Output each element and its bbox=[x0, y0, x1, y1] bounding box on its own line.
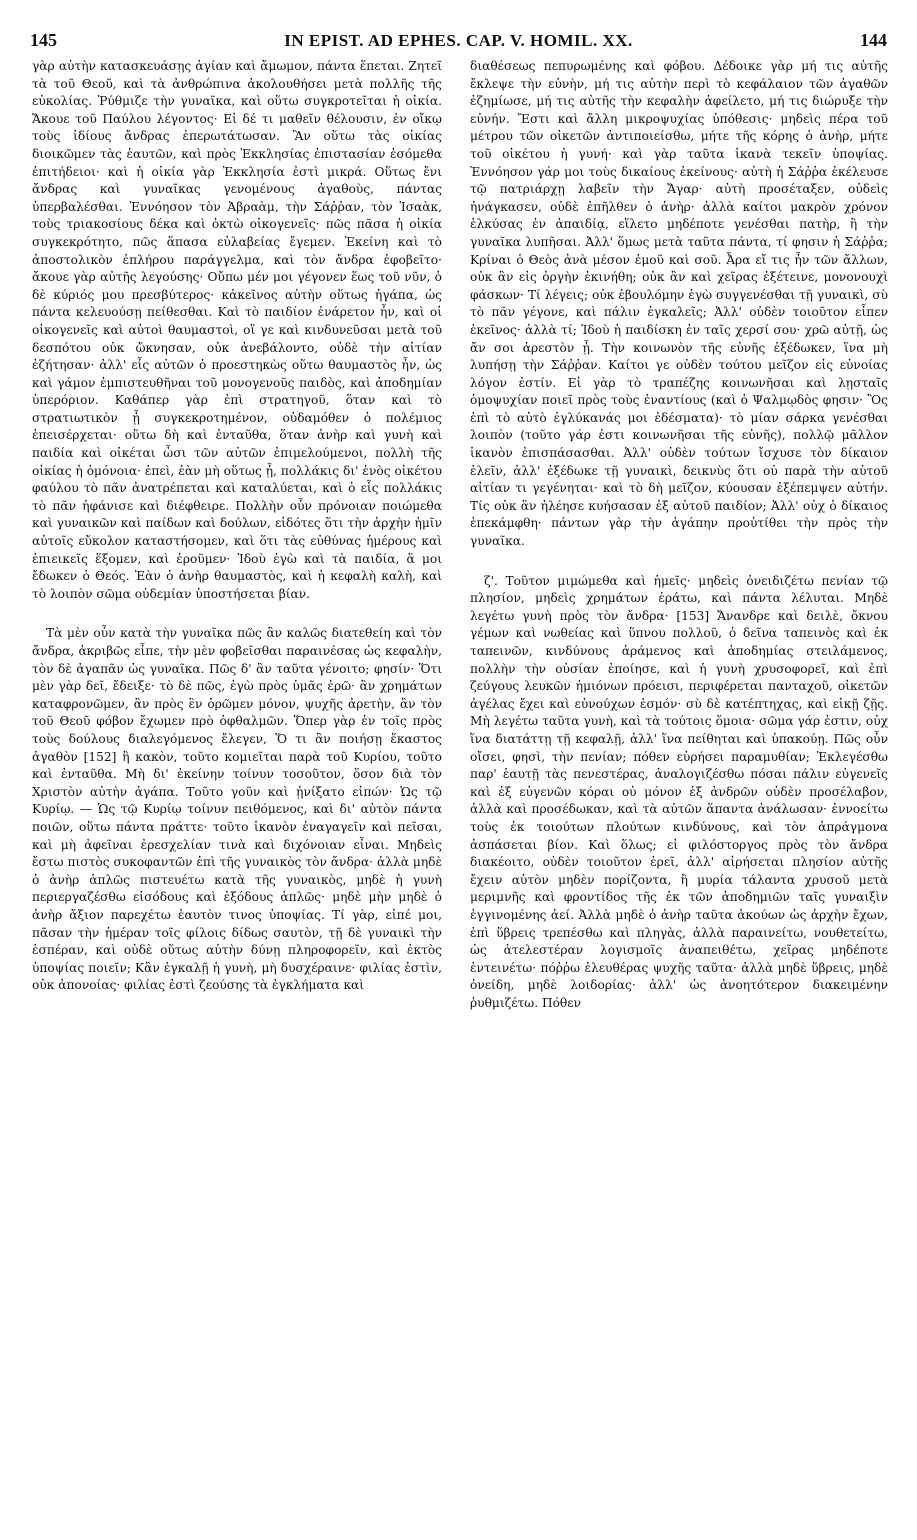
paragraph: διαθέσεως πεπυρωμένης καὶ φόβου. Δέδοικε γὰρ μή τις αὐτῆς ἔκλεψε τὴν εὐνὴν, μή τις αὐτὴν περὶ τὸ κεφάλαιον τῶν ἀγαθῶν ἐζημίωσε, μή τις αὐτῆς τὴν κεφαλὴν ἀφείλετο, μή τις διώρυξε τὴν εὐνήν. Ἔστι καὶ ἄλλη μικροψυχίας ὑπόθεσις· μηδεὶς πέρα τοῦ μέτρου τῶν οἰκετῶν ἀντιποιείσθω, μήτε τῆς κόρης ὁ ἀνὴρ, μήτε τοῦ οἰκέτου ἡ γυνή· καὶ γὰρ ταῦτα ἱκανὰ τεκεῖν ὑποψίας. Ἐννόησον γάρ μοι τοὺς δικαίους ἐκείνους· αὐτὴ ἡ Σάῤῥα ἐκέλευσε τῷ πατριάρχῃ λαβεῖν τὴν Ἄγαρ· αὐτὴ προσέταξεν, οὐδεὶς ἠνάγκασεν, οὐδὲ ἐπῆλθεν ὁ ἀνὴρ· ἀλλὰ καίτοι μακρὸν χρόνον ἑλκύσας ἐν ἀπαιδίᾳ, εἵλετο μηδέποτε γενέσθαι πατὴρ, ἢ τὴν γυναῖκα λυπῆσαι. Ἀλλ' ὅμως μετὰ ταῦτα πάντα, τί φησιν ἡ Σάῤῥα; Κρίναι ὁ Θεὸς ἀνὰ μέσον ἐμοῦ καὶ σοῦ. Ἆρα εἴ τις ἦν τῶν ἄλλων, οὐκ ἂν εἰς ὀργὴν ἐκινήθη; οὐκ ἂν καὶ χεῖρας ἐξέτεινε, μονονουχὶ φάσκων· Τί λέγεις; οὐκ ἐβουλόμην ἐγὼ συγγενέσθαι τῇ γυναικὶ, σὺ τὸ πᾶν γέγονε, καὶ πάλιν ἐγκαλεῖς; Ἀλλ' οὐδὲν τοιοῦτον εἶπεν ἐκεῖνος· ἀλλὰ τί; Ἰδοὺ ἡ παιδίσκη ἐν ταῖς χερσί σου· χρῶ αὐτῇ, ὡς ἄν σοι ἀρεστὸν ᾖ. Τὴν κοινωνὸν τῆς εὐνῆς ἐξέδωκεν, ἵνα μὴ λυπήσῃ τὴν Σάῤῥαν. Καίτοι γε οὐδὲν τούτου μεῖζον εἰς εὐνοίας λόγον ἐστίν. Εἰ γὰρ τὸ τραπέζης κοινωνῆσαι καὶ λῃσταῖς ὁμοψυχίαν ποιεῖ πρὸς τοὺς ἐναντίους (καὶ ὁ Ψαλμῳδὸς φησιν· Ὃς ἐπὶ τὸ αὐτὸ ἐγλύκανάς μοι ἐδέσματα)· τὸ μίαν σάρκα γενέσθαι λοιπὸν (τοῦτο γάρ ἐστι κοινωνῆσαι τῆς εὐνῆς), πολλῷ μᾶλλον ἱκανὸν ἐπισπάσασθαι. Ἀλλ' οὐδὲν τούτων ἴσχυσε τὸν δίκαιον ἑλεῖν, ἀλλ' ἐξέδωκε τῇ γυναικὶ, δεικνὺς ὅτι οὐ παρὰ τὴν αὐτοῦ αἰτίαν τι γεγένηται· καὶ τὸ δὴ μεῖζον, κύουσαν ἐξέπεμψεν αὐτήν. Τίς οὐκ ἂν ἠλέησε κυήσασαν ἐξ αὐτοῦ παιδίον; Ἀλλ' οὐχ ὁ δίκαιος ἐπεκάμφθη· πάντων γὰρ τὴν ἀγάπην προὐτίθει τὴν πρὸς τὴν γυναῖκα. bbox=[470, 59, 888, 549]
right-column bbox=[470, 58, 888, 1520]
paragraph: Τὰ μὲν οὖν κατὰ τὴν γυναῖκα πῶς ἂν καλῶς διατεθείη καὶ τὸν ἄνδρα, ἀκριβῶς εἶπε, τὴν μὲν φοβεῖσθαι παραινέσας ὡς κεφαλὴν, τὸν δὲ ἀγαπᾶν ὡς γυναῖκα. Πῶς δ' ἂν ταῦτα γένοιτο; φησίν· Ὅτι μὲν γὰρ δεῖ, ἔδειξε· τὸ δὲ πῶς, ἐγὼ πρὸς ὑμᾶς ἐρῶ· ἂν χρημάτων καταφρονῶμεν, ἂν πρὸς ἓν ὁρῶμεν μόνον, ψυχῆς ἀρετὴν, ἂν τὸν τοῦ Θεοῦ φόβον ἔχωμεν πρὸ ὀφθαλμῶν. Ὅπερ γὰρ ἐν τοῖς πρὸς τοὺς δούλους διαλεγόμενος ἔλεγεν, Ὅ τι ἂν ποιήσῃ ἕκαστος ἀγαθὸν [152] ἢ κακὸν, τοῦτο κομιεῖται παρὰ τοῦ Κυρίου, τοῦτο καὶ ἐνταῦθα. Μὴ δι' ἐκείνην τοίνυν τοσοῦτον, ὅσον διὰ τὸν Χριστὸν αὐτὴν ἀγάπα. Τοῦτο γοῦν καὶ ᾐνίξατο εἰπών· Ὡς τῷ Κυρίῳ. — Ὡς τῷ Κυρίῳ τοίνυν πειθόμενος, καὶ δι' αὐτὸν πάντα ποιῶν, οὕτω πάντα πράττε· τοῦτο ἱκανὸν ἐναγαγεῖν καὶ πεῖσαι, καὶ μὴ ἀφεῖναι ἐρεσχελίαν τινὰ καὶ διχόνοιαν εἶναι. Μηδεὶς ἔστω πιστὸς συκοφαντῶν ἐπὶ τῆς γυναικὸς τὸν ἄνδρα· ἀλλὰ μηδὲ ὁ ἀνὴρ ἁπλῶς πιστευέτω κατὰ τῆς γυναικὸς, μηδὲ ἡ γυνὴ περιεργαζέσθω εἰσόδους καὶ ἐξόδους ἁπλῶς· μηδὲ μὴν μηδὲ ὁ ἀνὴρ ἄξιον παρεχέτω ἑαυτὸν τινος ὑποψίας. Τί γὰρ, εἰπέ μοι, πᾶσαν τὴν ἡμέραν τοῖς φίλοις δίδως σαυτὸν, τῇ δὲ γυναικὶ τὴν ἑσπέραν, καὶ οὐδὲ οὕτως αὐτὴν δύνῃ πληροφορεῖν, καὶ ἐκτὸς ὑποψίας ποιεῖν; Κἂν ἐγκαλῇ ἡ γυνὴ, μὴ δυσχέραινε· φιλίας ἐστὶν, οὐκ ἀπονοίας· φιλίας ἐστὶ ζεούσης τὰ ἐγκλήματα καὶ bbox=[32, 626, 442, 993]
page-number-left: 145 bbox=[30, 30, 57, 50]
paragraph: γὰρ αὐτὴν κατασκευάσῃς ἁγίαν καὶ ἄμωμον, πάντα ἕπεται. Ζητεῖ τὰ τοῦ Θεοῦ, καὶ τὰ ἀνθρώπινα ἀκολουθήσει μετὰ πολλῆς τῆς εὐκολίας. Ῥύθμιζε τὴν γυναῖκα, καὶ οὕτω συγκροτεῖται ἡ οἰκία. Ἄκουε τοῦ Παύλου λέγοντος· Εἰ δέ τι μαθεῖν θέλουσιν, ἐν οἴκῳ τοὺς ἰδίους ἄνδρας ἐπερωτάτωσαν. Ἂν οὕτω τὰς οἰκίας διοικῶμεν τὰς ἑαυτῶν, καὶ πρὸς Ἐκκλησίας ἐπιστασίαν ἐσόμεθα ἐπιτήδειοι· καὶ ἡ οἰκία γὰρ Ἐκκλησία ἐστὶ μικρά. Οὕτως ἔνι ἄνδρας καὶ γυναῖκας γενομένους ἀγαθοὺς, πάντας ὑπερβαλέσθαι. Ἐννόησον τὸν Ἀβραὰμ, τὴν Σάῤῥαν, τὸν Ἰσαὰκ, τοὺς τριακοσίους δέκα καὶ ὀκτὼ οἰκογενεῖς· πῶς πᾶσα ἡ οἰκία συγκεκρότητο, πῶς ἅπασα εὐλαβείας ἔγεμεν. Ἐκείνη καὶ τὸ ἀποστολικὸν ἐπλήρου παράγγελμα, καὶ τὸν ἄνδρα ἐφοβεῖτο· ἄκουε γὰρ αὐτῆς λεγούσης· Οὔπω μέν μοι γέγονεν ἕως τοῦ νῦν, ὁ δὲ κύριός μου πρεσβύτερος· κἀκεῖνος αὐτὴν οὕτως ἠγάπα, ὡς πάντα κελευούσῃ πείθεσθαι. Καὶ τὸ παιδίον ἐνάρετον ἦν, καὶ οἱ οἰκογενεῖς καὶ αὐτοὶ θαυμαστοὶ, οἵ γε καὶ κινδυνεῦσαι μετὰ τοῦ δεσπότου οὐκ ὤκνησαν, οὐκ ἀνεβάλοντο, οὐδὲ τὴν αἰτίαν ἐζήτησαν· ἀλλ' εἷς αὐτῶν ὁ προεστηκὼς οὕτω θαυμαστὸς ἦν, ὡς καὶ γάμον ἐμπιστευθῆναι τοῦ μονογενοῦς παιδὸς, καὶ ἀποδημίαν ὑπερόριον. Καθάπερ γὰρ ἐπὶ στρατηγοῦ, ὅταν καὶ τὸ στρατιωτικὸν ᾖ συγκεκροτημένον, οὐδαμόθεν ὁ πολέμιος ἐπεισέρχεται· οὕτω δὴ καὶ ἐνταῦθα, ὅταν ἀνὴρ καὶ γυνὴ καὶ παιδία καὶ οἰκέται ὦσι τῶν αὐτῶν ἐπιμελούμενοι, πολλὴ τῆς οἰκίας ἡ ὁμόνοια· ἐπεὶ, ἐὰν μὴ οὕτως ᾖ, πολλάκις δι' ἑνὸς οἰκέτου φαύλου τὸ πᾶν ἀνατρέπεται καὶ καταλύεται, καὶ ὁ εἷς πολλάκις τὸ πᾶν ἠφάνισε καὶ διέφθειρε. Πολλὴν οὖν πρόνοιαν ποιώμεθα καὶ γυναικῶν καὶ παίδων καὶ δούλων, εἰδότες ὅτι τὴν ἀρχὴν ἡμῖν αὐτοῖς εὔκολον καταστήσομεν, καὶ ὅτι τὰς εὐθύνας ἡμέρους καὶ ἐπιεικεῖς ἕξομεν, καὶ ἐροῦμεν· Ἰδοὺ ἐγὼ καὶ τὰ παιδία, ἅ μοι ἔδωκεν ὁ Θεός. Ἐὰν ὁ ἀνὴρ θαυμαστὸς, καὶ ἡ κεφαλὴ καλὴ, καὶ τὸ λοιπὸν σῶμα οὐδεμίαν ὑποστήσεται βίαν. bbox=[32, 59, 442, 601]
page-number-right: 144 bbox=[860, 30, 887, 50]
running-title: IN EPIST. AD EPHES. CAP. V. HOMIL. XX. bbox=[284, 31, 633, 50]
left-column bbox=[32, 58, 442, 1520]
paragraph: ζ'. Τοῦτον μιμώμεθα καὶ ἡμεῖς· μηδεὶς ὀνειδιζέτω πενίαν τῷ πλησίον, μηδεὶς χρημάτων ἐράτω, καὶ πάντα λέλυται. Μηδὲ λεγέτω γυνὴ πρὸς τὸν ἄνδρα· [153] Ἄνανδρε καὶ δειλὲ, ὄκνου γέμων καὶ νωθείας καὶ ὕπνου πολλοῦ, ὁ δεῖνα ταπεινὸς καὶ ἐκ ταπεινῶν, κινδύνους ἀράμενος καὶ ἀποδημίας στειλάμενος, πολλὴν τὴν οὐσίαν ἐποίησε, καὶ ἡ γυνὴ χρυσοφορεῖ, καὶ ἐπὶ ζεύγους λευκῶν ἡμιόνων πρόεισι, περιφέρεται πανταχοῦ, οἰκετῶν ἀγέλας ἔχει καὶ εὐνούχων ἑσμόν· σὺ δὲ κατέπτηχας, καὶ εἰκῇ ζῇς. Μὴ λεγέτω ταῦτα γυνὴ, καὶ τὰ τούτοις ὅμοια· σῶμα γάρ ἐστιν, οὐχ ἵνα διατάττῃ τῇ κεφαλῇ, ἀλλ' ἵνα πείθηται καὶ ὑπακούῃ. Πῶς οὖν οἴσει, φησὶ, τὴν πενίαν; πόθεν εὑρήσει παραμυθίαν; Ἐκλεγέσθω παρ' ἑαυτῇ τὰς πενεστέρας, ἀναλογιζέσθω πόσαι πάλιν εὐγενεῖς καὶ ἐξ εὐγενῶν κόραι οὐ μόνον ἐξ ἀνδρῶν οὐδὲν προσέλαβον, ἀλλὰ καὶ προσέδωκαν, καὶ τὰ αὐτῶν ἅπαντα ἀνάλωσαν· ἐννοείτω τοὺς ἐκ τοιούτων πλούτων κινδύνους, καὶ τὸν ἀπράγμονα ἀσπάσεται βίον. Καὶ ὅλως; εἰ φιλόστοργος πρὸς τὸν ἄνδρα διακέοιτο, οὐδὲν τοιοῦτον ἐρεῖ, ἀλλ' αἱρήσεται πλησίον αὐτῆς ἔχειν αὐτὸν μηδὲν πορίζοντα, ἢ μυρία τάλαντα χρυσοῦ μετὰ μεριμνῆς καὶ φροντίδος τῆς ἐκ τῶν ἀποδημιῶν ταῖς γυναιξὶν ἐγγινομένης ἀεί. Ἀλλὰ μηδὲ ὁ ἀνὴρ ταῦτα ἀκούων ὡς ἀρχὴν ἔχων, ἐπὶ ὕβρεις τρεπέσθω καὶ πληγὰς, ἀλλὰ παραινείτω, νουθετείτω, ὡς ἀτελεστέραν λογισμοῖς ἀναπειθέτω, χεῖρας μηδέποτε ἐντεινέτω· πόῤῥω ἐλευθέρας ψυχῆς ταῦτα· ἀλλὰ μηδὲ ὕβρεις, μηδὲ ὀνείδη, μηδὲ λοιδορίας· ἀλλ' ὡς ἀνοητότερον διακειμένην ῥυθμιζέτω. Πόθεν bbox=[470, 573, 888, 1010]
running-header bbox=[30, 30, 887, 52]
